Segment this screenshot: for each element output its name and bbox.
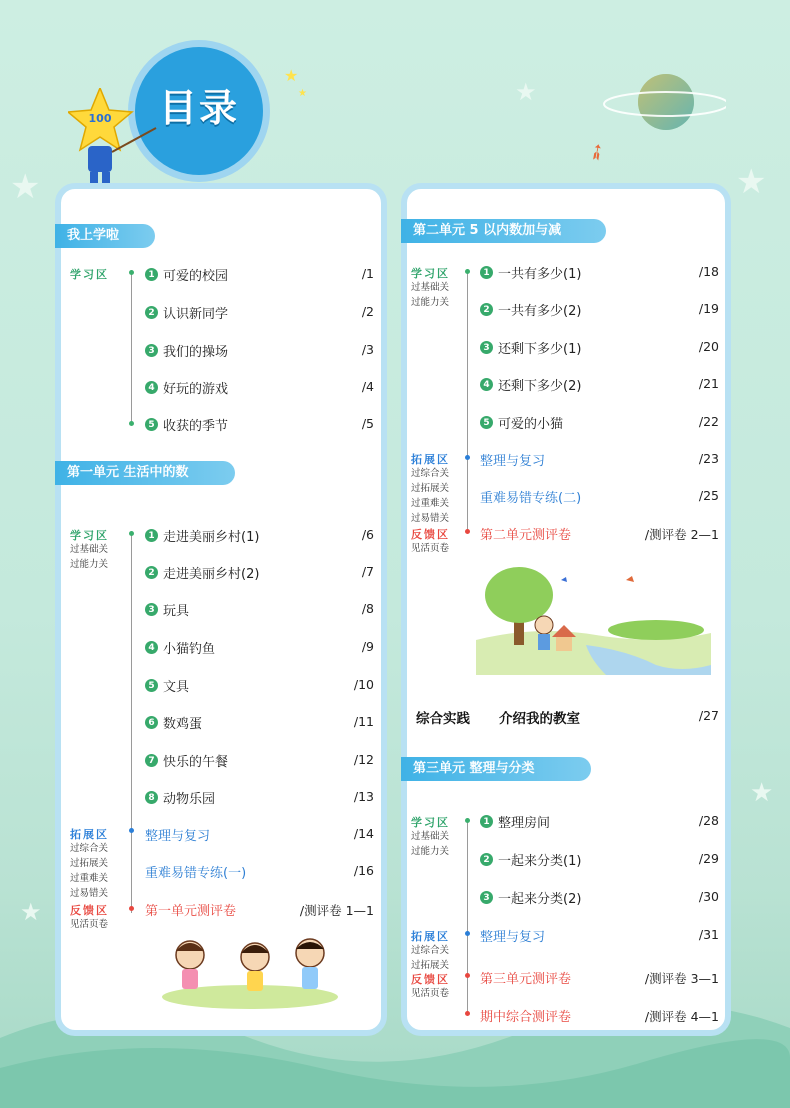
item-number-icon: 4	[145, 641, 158, 654]
toc-entry-label: 收获的季节	[163, 419, 229, 434]
toc-page-number: /13	[353, 789, 374, 804]
unit-tag-unit1: 第一单元 生活中的数	[55, 461, 235, 485]
toc-entry-test[interactable]: 第二单元测评卷	[480, 528, 572, 543]
toc-entry-test[interactable]: 第三单元测评卷	[480, 972, 572, 987]
toc-page-number: /10	[353, 677, 374, 692]
toc-entry[interactable]	[145, 600, 189, 619]
toc-entry[interactable]	[145, 378, 228, 397]
toc-entry-drill[interactable]: 重难易错专练(二)	[480, 491, 582, 506]
item-number-icon: 1	[145, 529, 158, 542]
timeline-dot	[465, 529, 470, 534]
toc-entry[interactable]	[145, 713, 202, 732]
timeline-line	[131, 531, 132, 913]
toc-entry-label: 小猫钓鱼	[163, 642, 216, 657]
background-star-icon: ★	[20, 898, 42, 926]
toc-entry-label: 整理房间	[498, 816, 551, 831]
timeline-dot	[465, 1011, 470, 1016]
toc-page-number: /2	[361, 304, 374, 319]
toc-entry[interactable]	[480, 338, 581, 357]
toc-page-number: /25	[698, 488, 719, 503]
item-number-icon: 3	[480, 341, 493, 354]
item-number-icon: 7	[145, 754, 158, 767]
feedback-zone-label: 反馈区	[411, 973, 450, 986]
planet-icon	[596, 62, 726, 152]
item-number-icon: 3	[145, 344, 158, 357]
timeline-line	[467, 818, 468, 1014]
expand-zone-sub-2: 过拓展关	[411, 960, 450, 971]
toc-page-number: /11	[353, 714, 374, 729]
timeline-dot	[129, 421, 134, 426]
page-title: 目录	[158, 86, 239, 130]
toc-entry-label: 一起来分类(1)	[498, 854, 582, 869]
study-zone-label: 学习区	[70, 268, 109, 281]
toc-entry[interactable]	[145, 638, 215, 657]
item-number-icon: 3	[480, 891, 493, 904]
expand-zone-sub-1: 过综合关	[70, 843, 109, 854]
expand-zone-sub-1: 过综合关	[411, 945, 450, 956]
toc-page-number: /1	[361, 266, 374, 281]
background-star-icon: ★	[10, 167, 41, 207]
toc-entry-label: 可爱的小猫	[498, 417, 564, 432]
timeline-line	[131, 270, 132, 424]
toc-entry[interactable]	[480, 263, 581, 282]
study-zone-label: 学习区	[411, 267, 450, 280]
expand-zone-label: 拓展区	[411, 453, 450, 466]
toc-entry-label: 还剩下多少(1)	[498, 342, 582, 357]
feedback-zone-sub: 见活页卷	[411, 988, 450, 999]
background-star-icon: ★	[736, 162, 767, 202]
toc-entry-midterm-test[interactable]: 期中综合测评卷	[480, 1010, 572, 1025]
timeline-dot	[129, 906, 134, 911]
timeline-dot	[465, 455, 470, 460]
background-star-icon: ★	[750, 778, 774, 808]
timeline-dot	[129, 828, 134, 833]
toc-page-number: /8	[361, 601, 374, 616]
item-number-icon: 2	[480, 303, 493, 316]
landscape-illustration	[476, 565, 711, 675]
toc-page-number: /22	[698, 414, 719, 429]
study-zone-sub-1: 过基础关	[411, 831, 450, 842]
toc-entry-label: 文具	[163, 680, 190, 695]
background-star-icon: ★	[515, 78, 537, 106]
toc-entry[interactable]	[145, 265, 228, 284]
item-number-icon: 5	[145, 418, 158, 431]
toc-entry-review[interactable]: 整理与复习	[145, 829, 211, 844]
expand-zone-label: 拓展区	[70, 828, 109, 841]
toc-entry[interactable]	[145, 788, 215, 807]
toc-entry[interactable]	[145, 751, 228, 770]
toc-entry-label: 快乐的午餐	[163, 755, 229, 770]
toc-entry[interactable]	[480, 888, 581, 907]
sparkle-star-icon: ★	[284, 66, 299, 85]
toc-page-number: /23	[698, 451, 719, 466]
toc-entry[interactable]	[145, 526, 259, 545]
practice-topic[interactable]: 介绍我的教室	[499, 711, 580, 727]
toc-page-number: /测评卷 1—1	[299, 903, 374, 918]
star-mascot-icon	[68, 88, 164, 198]
item-number-icon: 8	[145, 791, 158, 804]
kids-illustration	[160, 935, 340, 1010]
toc-page-number: /18	[698, 264, 719, 279]
toc-entry-label: 还剩下多少(2)	[498, 379, 582, 394]
toc-entry-label: 我们的操场	[163, 345, 229, 360]
item-number-icon: 1	[480, 266, 493, 279]
timeline-line	[467, 269, 468, 532]
rocket-icon: ➶	[582, 136, 612, 169]
toc-entry-label: 走进美丽乡村(2)	[163, 567, 260, 582]
toc-page-number: /12	[353, 752, 374, 767]
timeline-dot	[465, 973, 470, 978]
feedback-zone-sub: 见活页卷	[70, 919, 109, 930]
toc-entry-label: 玩具	[163, 604, 190, 619]
study-zone-sub-1: 过基础关	[70, 544, 109, 555]
unit-tag-unit3: 第三单元 整理与分类	[401, 757, 591, 781]
study-zone-label: 学习区	[70, 529, 109, 542]
toc-page-number: /28	[698, 813, 719, 828]
practice-label[interactable]: 综合实践	[416, 711, 470, 727]
item-number-icon: 6	[145, 716, 158, 729]
study-zone-sub-1: 过基础关	[411, 282, 450, 293]
expand-zone-label: 拓展区	[411, 930, 450, 943]
toc-entry[interactable]	[145, 676, 189, 695]
toc-entry[interactable]	[145, 303, 228, 322]
mascot-badge-number: 100	[88, 112, 112, 125]
toc-page-number: /测评卷 2—1	[644, 527, 719, 542]
toc-page-number: /测评卷 4—1	[644, 1009, 719, 1024]
expand-zone-sub-1: 过综合关	[411, 468, 450, 479]
toc-entry-review[interactable]: 整理与复习	[480, 454, 546, 469]
toc-entry-drill[interactable]: 重难易错专练(一)	[145, 866, 247, 881]
toc-entry-label: 一共有多少(1)	[498, 267, 582, 282]
toc-entry-label: 好玩的游戏	[163, 382, 229, 397]
feedback-zone-label: 反馈区	[70, 904, 109, 917]
toc-page-number: /6	[361, 527, 374, 542]
toc-entry-label: 一起来分类(2)	[498, 892, 582, 907]
toc-entry[interactable]	[480, 413, 563, 432]
expand-zone-sub-4: 过易错关	[70, 888, 109, 899]
toc-entry[interactable]	[145, 341, 228, 360]
study-zone-sub-2: 过能力关	[70, 559, 109, 570]
unit-tag-start-school: 我上学啦	[55, 224, 155, 248]
toc-page-number: /4	[361, 379, 374, 394]
timeline-dot	[465, 269, 470, 274]
item-number-icon: 1	[480, 815, 493, 828]
timeline-dot	[465, 818, 470, 823]
timeline-dot	[465, 931, 470, 936]
toc-entry[interactable]	[145, 415, 228, 434]
toc-entry-label: 一共有多少(2)	[498, 304, 582, 319]
study-zone-label: 学习区	[411, 816, 450, 829]
toc-page-number: /16	[353, 863, 374, 878]
toc-entry[interactable]	[480, 850, 581, 869]
toc-entry-label: 数鸡蛋	[163, 717, 203, 732]
expand-zone-sub-2: 过拓展关	[70, 858, 109, 869]
toc-entry-label: 走进美丽乡村(1)	[163, 530, 260, 545]
study-zone-sub-2: 过能力关	[411, 297, 450, 308]
toc-entry-label: 认识新同学	[163, 307, 229, 322]
timeline-dot	[129, 531, 134, 536]
item-number-icon: 3	[145, 603, 158, 616]
item-number-icon: 2	[480, 853, 493, 866]
toc-entry[interactable]	[480, 812, 550, 831]
toc-page-number: /测评卷 3—1	[644, 971, 719, 986]
item-number-icon: 5	[145, 679, 158, 692]
item-number-icon: 1	[145, 268, 158, 281]
toc-page-number: /3	[361, 342, 374, 357]
expand-zone-sub-3: 过重难关	[70, 873, 109, 884]
item-number-icon: 2	[145, 306, 158, 319]
toc-entry-label: 可爱的校园	[163, 269, 229, 284]
timeline-dot	[129, 270, 134, 275]
expand-zone-sub-2: 过拓展关	[411, 483, 450, 494]
expand-zone-sub-3: 过重难关	[411, 498, 450, 509]
study-zone-sub-2: 过能力关	[411, 846, 450, 857]
toc-page-number: /7	[361, 564, 374, 579]
toc-page-number: /21	[698, 376, 719, 391]
toc-page-number: /27	[698, 708, 719, 723]
unit-tag-unit2: 第二单元 5 以内数加与减	[401, 219, 606, 243]
expand-zone-sub-4: 过易错关	[411, 513, 450, 524]
toc-page-number: /14	[353, 826, 374, 841]
toc-entry-review[interactable]: 整理与复习	[480, 930, 546, 945]
toc-page-number: /19	[698, 301, 719, 316]
toc-page-number: /31	[698, 927, 719, 942]
toc-entry[interactable]	[145, 563, 259, 582]
sparkle-star-icon: ★	[298, 88, 307, 99]
feedback-zone-label: 反馈区	[411, 528, 450, 541]
toc-entry[interactable]	[480, 300, 581, 319]
toc-page-number: /5	[361, 416, 374, 431]
feedback-zone-sub: 见活页卷	[411, 543, 450, 554]
toc-page-number: /20	[698, 339, 719, 354]
toc-page-number: /9	[361, 639, 374, 654]
item-number-icon: 4	[145, 381, 158, 394]
item-number-icon: 2	[145, 566, 158, 579]
item-number-icon: 4	[480, 378, 493, 391]
item-number-icon: 5	[480, 416, 493, 429]
toc-page-number: /30	[698, 889, 719, 904]
toc-entry[interactable]	[480, 375, 581, 394]
toc-entry-label: 动物乐园	[163, 792, 216, 807]
toc-entry-test[interactable]: 第一单元测评卷	[145, 904, 237, 919]
toc-page-number: /29	[698, 851, 719, 866]
